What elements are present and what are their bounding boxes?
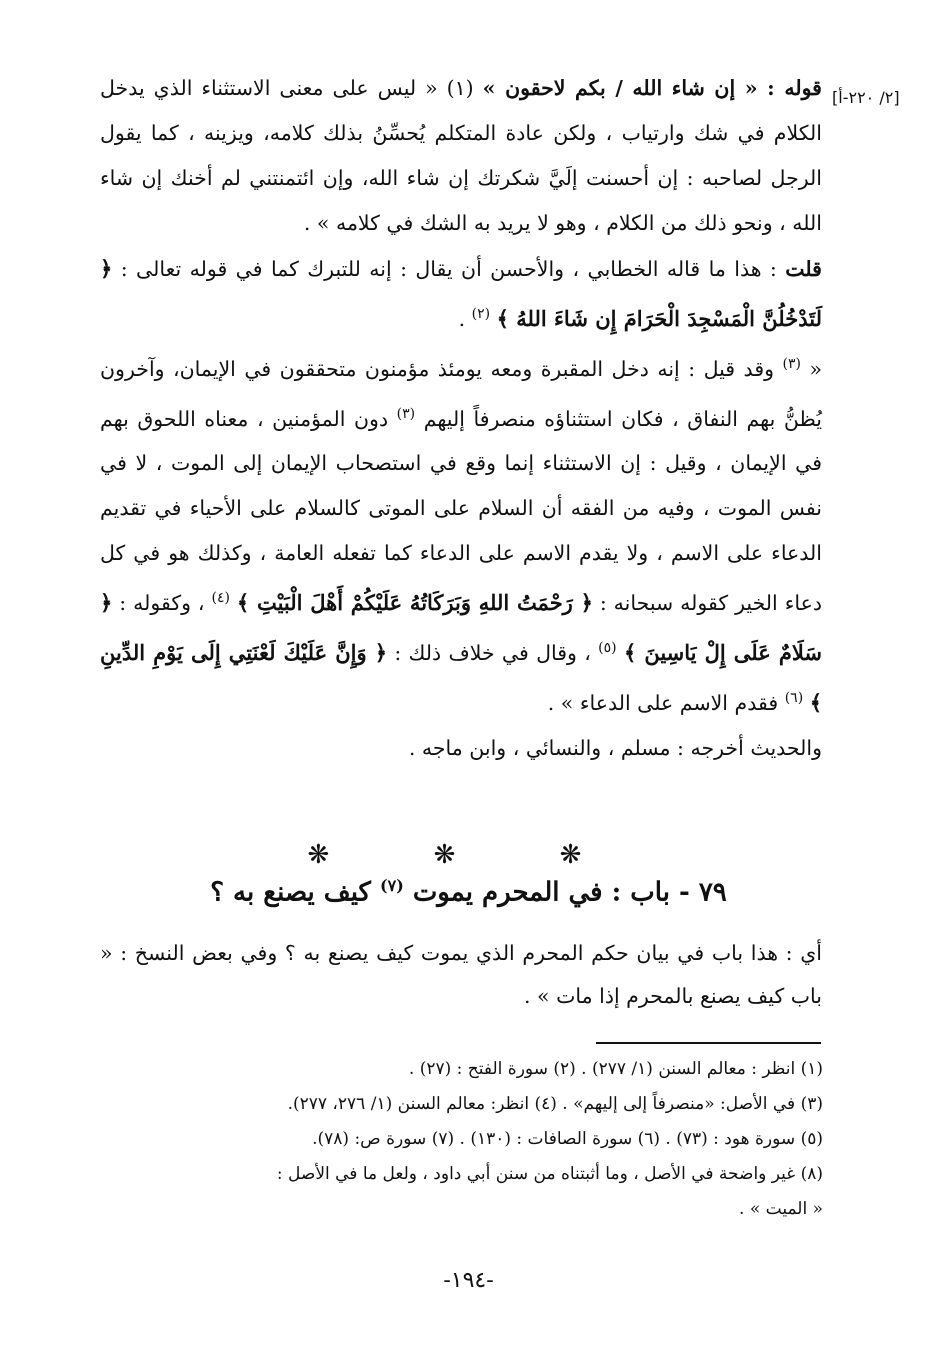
footnote-line: (١) انظر : معالم السنن (١/ ٢٧٧) . (٢) سورة الفتح : (٢٧) .: [408, 1059, 823, 1079]
margin-reference: [٢/ ٢٢٠-أ]: [832, 88, 900, 107]
footnote-marker: (٦): [784, 690, 804, 707]
chapter-title: ٧٩ - باب : في المحرم يموت: [412, 877, 727, 908]
paragraph-2: [100, 246, 822, 342]
footnote-line: (٨) غير واضحة في الأصل ، وما أثبتناه من سنن أبي داود ، ولعل ما في الأصل :: [276, 1164, 823, 1184]
commentary-text: « ليس على معنى الاستثناء الذي يدخل الكلام في شك وارتياب ، ولكن عادة المتكلم يُحسِّنُ بذلك كلامه، ويزينه ، كما يقول الرجل لصاحبه : إن أحسنت إلَيَّ شكرتك إن شاء الله، وإن ائتمنتني لم أخنك إن شاء الله ، ونحو ذلك من الكلام ، وهو لا يريد به الشك في كلامه » .: [100, 76, 822, 235]
footnotes: [96, 1052, 823, 1227]
quoted-lead: قوله : « إن شاء الله / بكم لاحقون »: [482, 76, 822, 100]
footnote-marker: (٥): [598, 640, 617, 657]
footnote-marker: (٣): [782, 355, 801, 372]
commentary-text: ، وقال في خلاف ذلك :: [394, 641, 591, 666]
footnote-line: (٥) سورة هود : (٧٣) . (٦) سورة الصافات : (١٣٠) . (٧) سورة ص: (٧٨).: [312, 1129, 823, 1149]
quran-verse: ﴿ رَحْمَتُ اللهِ وَبَرَكَاتُهُ عَلَيْكُمْ أَهْلَ الْبَيْتِ ﴾: [236, 590, 593, 616]
chapter-heading: [100, 876, 837, 908]
footnote-marker: (٤): [211, 590, 230, 607]
footnote-marker: (٢): [471, 306, 491, 322]
commentary-text: دون المؤمنين ، معناه اللحوق بهم في الإيمان ، وقيل : إن الاستثناء إنما وقع في استصحاب الإيمان إلى الموت ، لا في نفس الموت ، وفيه من الفقه أن السلام على الموتى كالسلام على الأحياء في تقديم الدعاء على الاسم ، ولا يقدم الاسم على الدعاء كما تفعله العامة ، وكذلك هو في كل دعاء الخير كقوله سبحانه :: [100, 406, 822, 616]
footnote-line: « الميت » .: [739, 1199, 823, 1219]
quran-verse: ﴿ وَإِنَّ عَلَيْكَ لَعْنَتِي إِلَى يَوْمِ الدِّينِ ﴾: [100, 640, 822, 715]
commentary-text: : هذا ما قاله الخطابي ، والأحسن أن يقال : إنه للتبرك كما في قوله تعالى :: [120, 257, 777, 281]
punctuation: .: [458, 306, 466, 331]
main-text: [100, 66, 822, 771]
commentary-text: وقد قيل : إنه دخل المقبرة ومعه يومئذ مؤمنون متحققون في الإيمان، وآخرون يُظنُّ بهم النفاق ، فكان استثناؤه منصرفاً إليهم: [100, 356, 822, 431]
footnote-marker: (٣): [396, 405, 416, 422]
chapter-title-end: كيف يصنع به ؟: [210, 877, 371, 908]
paragraph-4: [100, 726, 822, 771]
footnote-line: (٣) في الأصل: «منصرفاً إلى إليهم» . (٤) انظر: معالم السنن (١/ ٢٧٦، ٢٧٧).: [287, 1094, 823, 1114]
quote-open: «: [809, 356, 822, 381]
commentary-text: فقدم الاسم على الدعاء » .: [547, 690, 779, 715]
footnote-marker: (١): [446, 76, 474, 100]
chapter-explanation: أي : هذا باب في بيان حكم المحرم الذي يموت كيف يصنع به ؟ وفي بعض النسخ : « باب كيف يصنع بالمحرم إذا مات » .: [100, 941, 822, 1008]
quran-verse: ﴿ لَتَدْخُلُنَّ الْمَسْجِدَ الْحَرَامَ إِن شَاءَ اللهُ ﴾: [100, 256, 822, 331]
section-separator: ❋ ❋ ❋: [307, 840, 630, 870]
footnote-divider: [596, 1042, 821, 1044]
commentary-text: ، وكقوله :: [119, 591, 205, 616]
paragraph-3: [100, 342, 822, 726]
footnote-marker: (٧): [380, 876, 404, 895]
hadith-source: والحديث أخرجه : مسلم ، والنسائي ، وابن ماجه .: [408, 735, 822, 760]
qultu-label: قلت: [785, 257, 822, 281]
paragraph-1: [100, 66, 822, 246]
quran-verse: ﴿ سَلَامٌ عَلَى إِلْ يَاسِينَ ﴾: [100, 590, 822, 666]
page-number: -١٩٤-: [443, 1268, 494, 1293]
